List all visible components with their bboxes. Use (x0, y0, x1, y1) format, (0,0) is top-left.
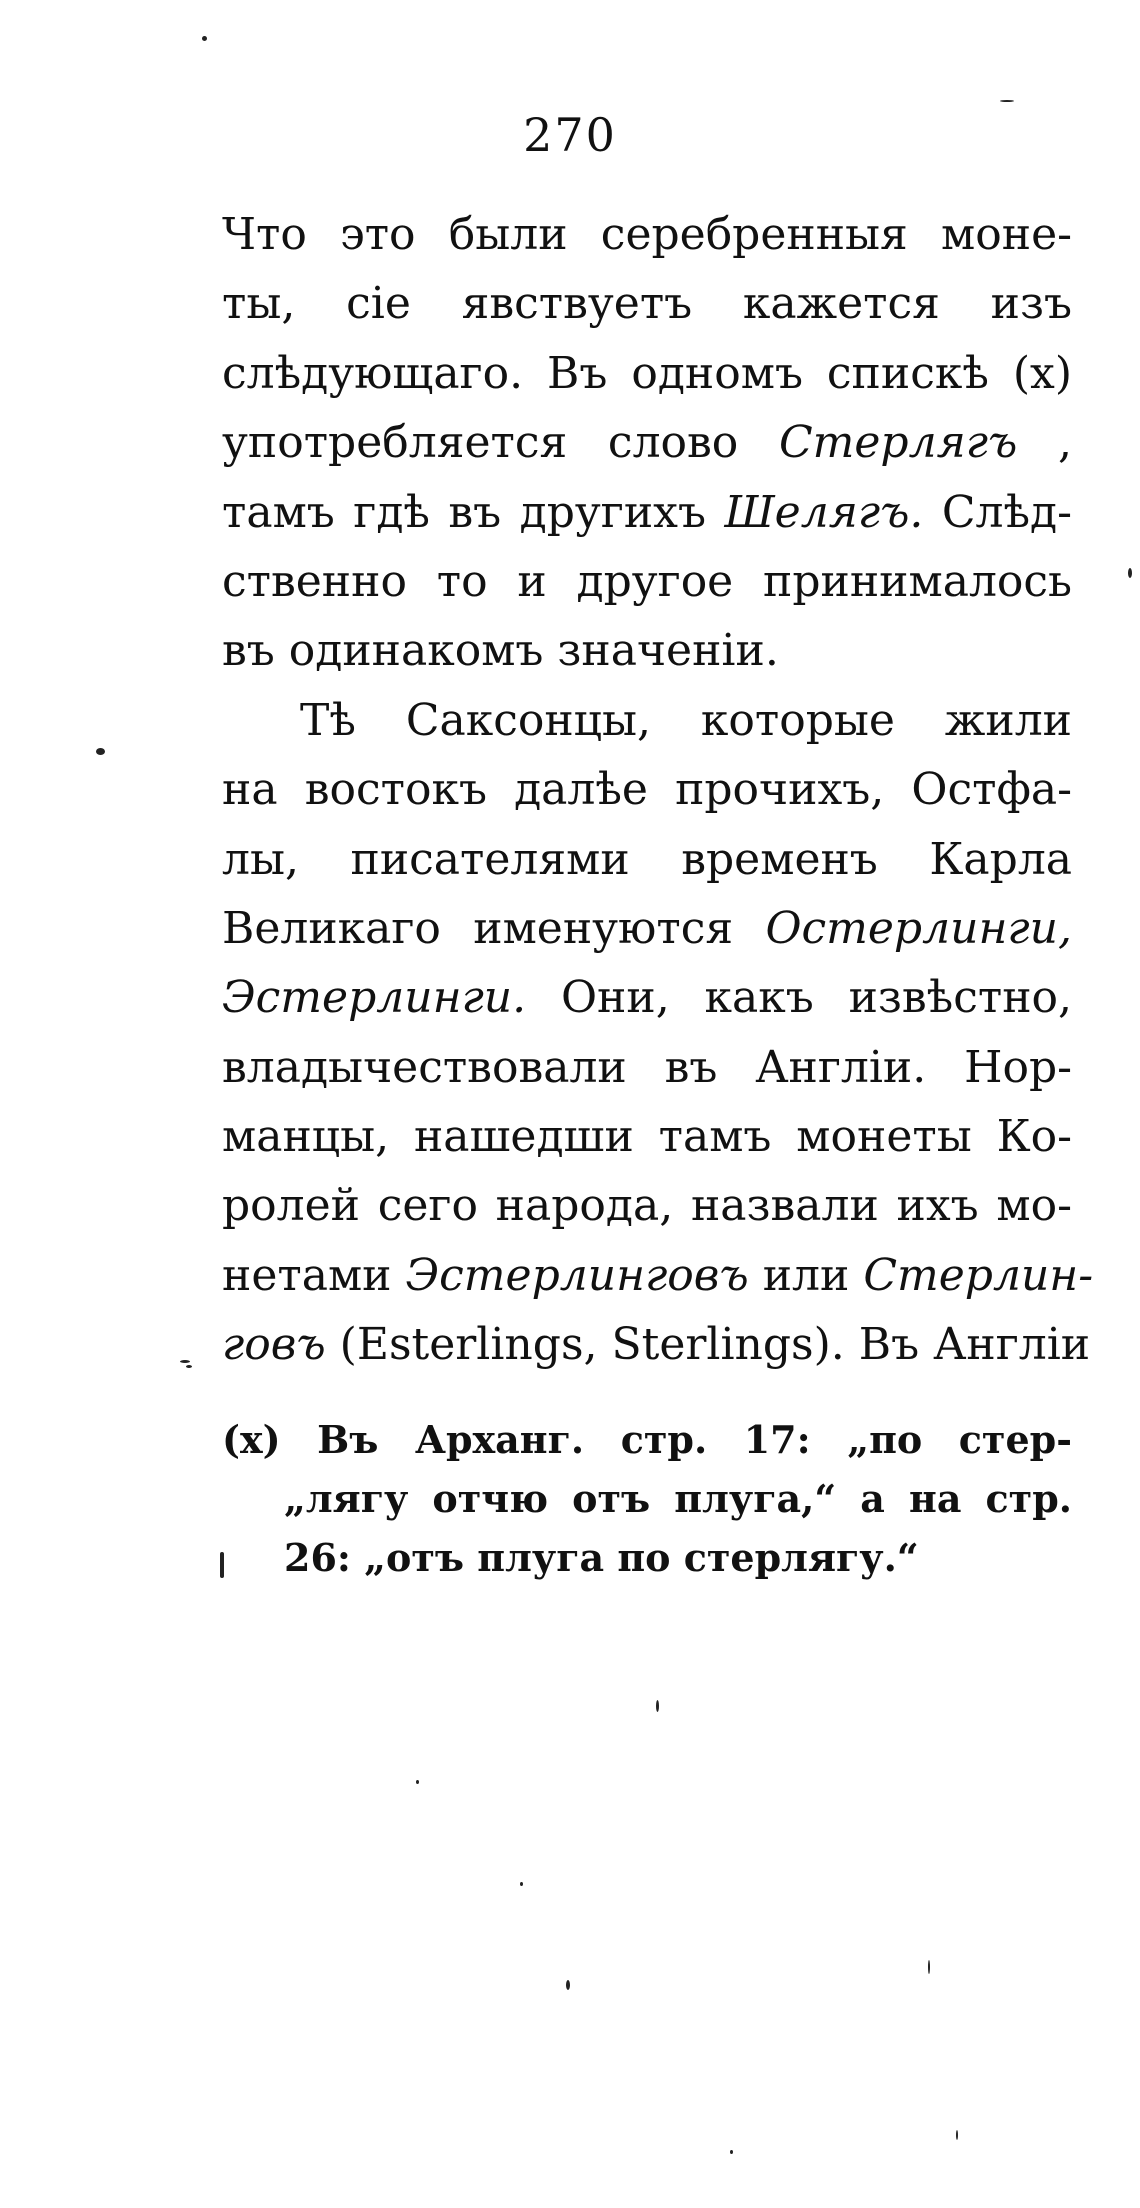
footnote-line: (x) Въ Арханг. стр. 17: „по стер- (222, 1417, 1072, 1462)
scan-speck (416, 1780, 419, 1784)
text-line: лы, писателями временъ Карла (222, 833, 1072, 885)
text-segment: Они, какъ извѣстно, (560, 972, 1072, 1024)
italic-term: Шелягъ. (724, 486, 924, 538)
italic-term: Стерлин- (863, 1249, 1094, 1301)
italic-term: говъ (222, 1319, 326, 1371)
text-segment: или (762, 1249, 850, 1301)
text-line: на востокъ далѣе прочихъ, Остфа- (222, 764, 1072, 816)
text-segment: Слѣд- (941, 486, 1072, 538)
text-line (222, 963, 1072, 1032)
scan-speck (730, 2150, 733, 2154)
text-line: слѣдующаго. Въ одномъ спискѣ (x) (222, 347, 1072, 399)
scan-speck (180, 1360, 190, 1363)
text-line (222, 1241, 1094, 1310)
scan-speck (1128, 568, 1132, 578)
scan-speck (566, 1980, 570, 1990)
scan-speck (1000, 100, 1014, 102)
scan-speck (220, 1552, 224, 1578)
text-segment: Великаго именуются (222, 902, 734, 954)
text-line: ты, сiе явствуетъ кажется изъ (222, 278, 1072, 330)
text-line (222, 1310, 1091, 1379)
italic-term: Остерлинги, (765, 902, 1072, 954)
scan-speck (520, 1882, 523, 1886)
text-segment: (Esterlings, Sterlings). Въ Англiи (339, 1319, 1091, 1371)
scan-speck (186, 1365, 192, 1368)
text-line: манцы, нашедши тамъ монеты Ко- (222, 1111, 1072, 1163)
italic-term: Эстерлинги. (222, 972, 527, 1024)
text-line (222, 894, 1072, 963)
scan-speck (202, 36, 207, 41)
text-line (222, 478, 1072, 547)
scan-speck (956, 2130, 958, 2140)
text-line: Что это были серебренныя моне- (222, 209, 1072, 260)
text-line: владычествовали въ Англiи. Нор- (222, 1041, 1072, 1093)
italic-term: Эстерлинговъ (405, 1249, 749, 1301)
text-line: Тѣ Саксонцы, которые жили (300, 694, 1072, 746)
footnote-line: 26: „отъ плуга по стерлягу.“ (284, 1535, 919, 1580)
page-number: 270 (523, 108, 617, 162)
scan-speck (928, 1960, 930, 1974)
footnote-line: „лягу отчю отъ плуга,“ а на стр. (284, 1476, 1072, 1521)
main-text (222, 200, 1094, 1380)
scan-speck (96, 748, 105, 755)
text-segment: нетами (222, 1249, 392, 1301)
scan-speck (656, 1700, 659, 1712)
footnote (222, 1410, 1072, 1587)
text-line: ственно то и другое принималось (222, 555, 1072, 607)
text-line: ролей сего народа, назвали ихъ мо- (222, 1180, 1072, 1232)
italic-term: Стерлягъ (778, 417, 1018, 469)
text-segment: употребляется слово (222, 417, 739, 469)
text-segment: тамъ гдѣ въ другихъ (222, 486, 706, 538)
text-line: въ одинакомъ значенiи. (222, 625, 779, 677)
text-line: употребляется слово Стерлягъ , (222, 417, 1072, 469)
